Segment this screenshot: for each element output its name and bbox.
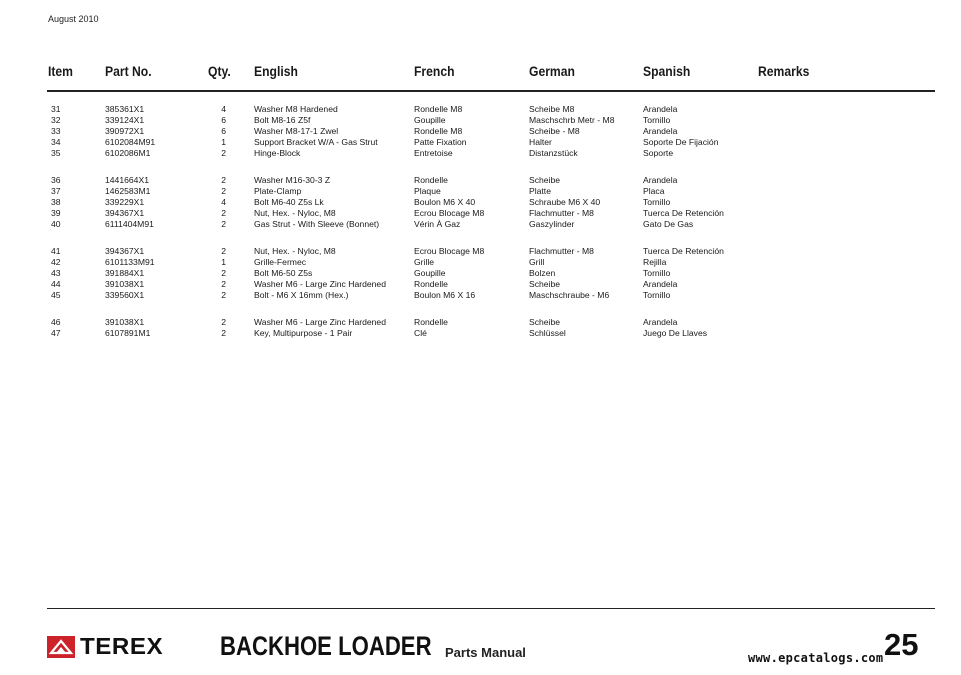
quantity: 2 [221,148,226,158]
desc-spanish: Arandela [643,126,678,136]
desc-spanish: Arandela [643,317,678,327]
quantity: 6 [221,115,226,125]
footer-rule [47,608,935,609]
quantity: 2 [221,328,226,338]
desc-german: Maschschraube - M6 [529,290,610,300]
quantity: 1 [221,257,226,267]
desc-german: Platte [529,186,551,196]
quantity: 2 [221,246,226,256]
quantity: 2 [221,186,226,196]
desc-french: Entretoise [414,148,453,158]
desc-german: Schlüssel [529,328,566,338]
desc-french: Grille [414,257,435,267]
desc-german: Bolzen [529,268,556,278]
item-number: 35 [51,148,61,158]
desc-spanish: Rejilla [643,257,667,267]
part-number: 339229X1 [105,197,145,207]
table-row [0,257,961,268]
desc-english: Grille-Fermec [254,257,307,267]
quantity: 1 [221,137,226,147]
quantity: 4 [221,197,226,207]
desc-french: Rondelle [414,317,448,327]
desc-german: Flachmutter - M8 [529,246,594,256]
part-number: 390972X1 [105,126,145,136]
table-row [0,279,961,290]
item-number: 31 [51,104,61,114]
desc-english: Washer M8 Hardened [254,104,338,114]
item-number: 38 [51,197,61,207]
desc-english: Bolt M6-50 Z5s [254,268,313,278]
watermark-url[interactable]: www.epcatalogs.com [748,651,884,665]
item-number: 43 [51,268,61,278]
part-number: 385361X1 [105,104,145,114]
desc-german: Scheibe [529,279,561,289]
product-title: BACKHOE LOADER [220,631,432,661]
part-number: 391884X1 [105,268,145,278]
desc-german: Scheibe - M8 [529,126,580,136]
quantity: 2 [221,268,226,278]
part-number: 394367X1 [105,208,145,218]
quantity: 2 [221,317,226,327]
table-row [0,186,961,197]
desc-german: Scheibe M8 [529,104,575,114]
row-group [0,104,961,159]
quantity: 2 [221,219,226,229]
part-number: 1441664X1 [105,175,149,185]
desc-english: Key, Multipurpose - 1 Pair [254,328,353,338]
desc-german: Flachmutter - M8 [529,208,594,218]
desc-german: Schraube M6 X 40 [529,197,601,207]
desc-spanish: Juego De Llaves [643,328,708,338]
desc-spanish: Soporte De Fijación [643,137,719,147]
brand-name: TEREX [80,633,164,659]
header-rule [47,90,935,92]
table-row [0,126,961,137]
quantity: 6 [221,126,226,136]
row-group [0,175,961,230]
part-number: 6107891M1 [105,328,151,338]
col-header-qty: Qty. [208,64,231,79]
desc-german: Gaszylinder [529,219,575,229]
quantity: 2 [221,290,226,300]
item-number: 46 [51,317,61,327]
part-number: 339124X1 [105,115,145,125]
table-row [0,317,961,328]
desc-spanish: Tornillo [643,268,671,278]
quantity: 4 [221,104,226,114]
part-number: 6102086M1 [105,148,151,158]
quantity: 2 [221,279,226,289]
date-label: August 2010 [48,14,99,24]
desc-english: Bolt M6-40 Z5s Lk [254,197,324,207]
desc-french: Ecrou Blocage M8 [414,246,485,256]
table-row [0,328,961,339]
page-number: 25 [884,627,919,662]
desc-english: Gas Strut - With Sleeve (Bonnet) [254,219,380,229]
part-number: 339560X1 [105,290,145,300]
col-header-item: Item [48,64,73,79]
col-header-german: German [529,64,575,79]
part-number: 391038X1 [105,317,145,327]
table-row [0,137,961,148]
desc-french: Boulon M6 X 40 [414,197,476,207]
part-number: 6101133M91 [105,257,155,267]
desc-french: Rondelle [414,279,448,289]
desc-spanish: Arandela [643,279,678,289]
desc-english: Bolt - M6 X 16mm (Hex.) [254,290,349,300]
desc-english: Support Bracket W/A - Gas Strut [254,137,378,147]
item-number: 36 [51,175,61,185]
table-row [0,148,961,159]
desc-spanish: Tuerca De Retención [643,208,724,218]
col-header-spanish: Spanish [643,64,691,79]
table-row [0,115,961,126]
item-number: 39 [51,208,61,218]
desc-english: Nut, Hex. - Nyloc, M8 [254,208,336,218]
desc-french: Boulon M6 X 16 [414,290,476,300]
col-header-remarks: Remarks [758,64,810,79]
desc-english: Washer M6 - Large Zinc Hardened [254,279,386,289]
desc-spanish: Tornillo [643,197,671,207]
desc-spanish: Soporte [643,148,674,158]
desc-german: Halter [529,137,552,147]
table-row [0,175,961,186]
item-number: 47 [51,328,61,338]
terex-logo-icon [47,636,75,658]
table-row [0,290,961,301]
desc-english: Bolt M8-16 Z5f [254,115,311,125]
item-number: 32 [51,115,61,125]
part-number: 6102084M91 [105,137,156,147]
desc-german: Distanzstück [529,148,578,158]
item-number: 45 [51,290,61,300]
desc-french: Patte Fixation [414,137,467,147]
desc-german: Scheibe [529,175,561,185]
desc-english: Hinge-Block [254,148,301,158]
desc-spanish: Tornillo [643,290,671,300]
row-group [0,317,961,339]
desc-spanish: Placa [643,186,665,196]
desc-english: Plate-Clamp [254,186,302,196]
col-header-french: French [414,64,455,79]
desc-german: Scheibe [529,317,561,327]
part-number: 6111404M91 [105,219,154,229]
row-group [0,246,961,301]
item-number: 42 [51,257,61,267]
desc-french: Ecrou Blocage M8 [414,208,485,218]
desc-spanish: Arandela [643,175,678,185]
item-number: 33 [51,126,61,136]
table-row [0,197,961,208]
table-row [0,208,961,219]
desc-english: Washer M6 - Large Zinc Hardened [254,317,386,327]
desc-french: Rondelle M8 [414,104,463,114]
desc-french: Plaque [414,186,441,196]
col-header-part-no: Part No. [105,64,152,79]
desc-french: Vérin À Gaz [414,219,461,229]
desc-french: Rondelle M8 [414,126,463,136]
desc-french: Rondelle [414,175,448,185]
desc-english: Nut, Hex. - Nyloc, M8 [254,246,336,256]
quantity: 2 [221,175,226,185]
part-number: 1462583M1 [105,186,151,196]
desc-german: Maschschrb Metr - M8 [529,115,615,125]
desc-english: Washer M8-17-1 Zwel [254,126,339,136]
desc-spanish: Gato De Gas [643,219,694,229]
item-number: 37 [51,186,61,196]
item-number: 34 [51,137,61,147]
part-number: 394367X1 [105,246,145,256]
item-number: 41 [51,246,61,256]
parts-table [0,104,961,355]
table-row [0,104,961,115]
item-number: 40 [51,219,61,229]
desc-german: Grill [529,257,545,267]
desc-spanish: Tornillo [643,115,671,125]
desc-french: Goupille [414,115,446,125]
desc-spanish: Tuerca De Retención [643,246,724,256]
table-row [0,219,961,230]
desc-spanish: Arandela [643,104,678,114]
part-number: 391038X1 [105,279,145,289]
table-row [0,268,961,279]
quantity: 2 [221,208,226,218]
col-header-english: English [254,64,298,79]
table-row [0,246,961,257]
desc-english: Washer M16-30-3 Z [254,175,331,185]
item-number: 44 [51,279,61,289]
desc-french: Goupille [414,268,446,278]
desc-french: Clé [414,328,427,338]
manual-label: Parts Manual [445,645,526,660]
